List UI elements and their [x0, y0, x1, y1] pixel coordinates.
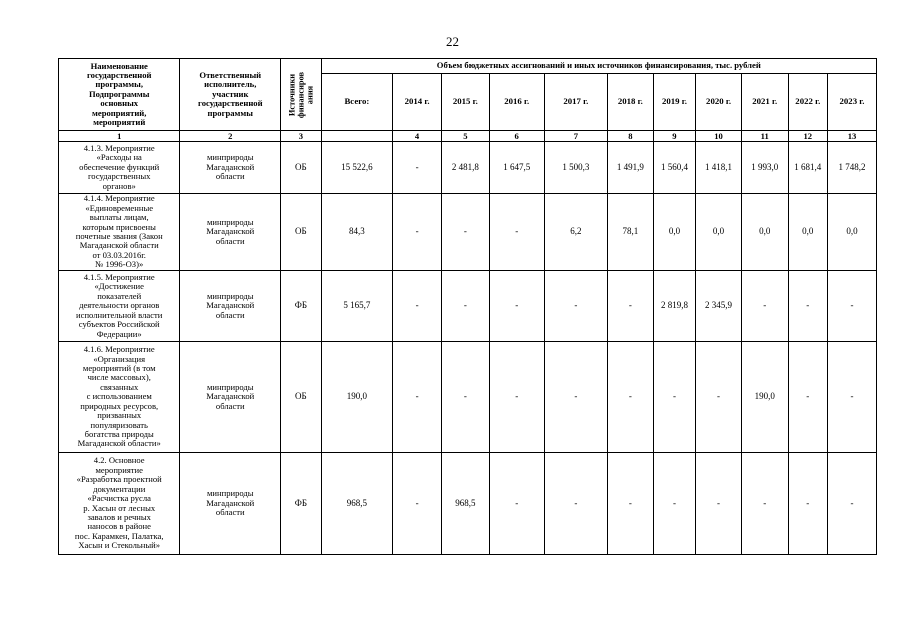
year-value: - [828, 271, 877, 342]
year-value: - [653, 342, 696, 453]
year-value: 1 560,4 [653, 142, 696, 194]
year-value: - [393, 453, 442, 555]
table-row [59, 453, 877, 555]
year-value: - [608, 271, 654, 342]
year-value: 1 418,1 [696, 142, 742, 194]
year-value: 0,0 [788, 194, 827, 271]
page-number: 22 [446, 34, 459, 49]
responsible-cell: минприроды Магаданской области [180, 194, 281, 271]
column-number: 9 [653, 131, 696, 142]
year-value: - [393, 271, 442, 342]
year-value: - [788, 271, 827, 342]
year-value: 1 993,0 [741, 142, 788, 194]
column-number: 7 [544, 131, 607, 142]
activity-name: 4.1.4. Мероприятие «Единовременные выплаты лицам, которым присвоены почетные звания (Закон Магаданской области от 03.03.2016г. № 1996-ОЗ)» [59, 194, 180, 271]
year-value: 968,5 [441, 453, 489, 555]
year-value: 1 681,4 [788, 142, 827, 194]
year-value: 2 481,8 [441, 142, 489, 194]
activity-name: 4.2. Основное мероприятие «Разработка проектной документации «Расчистка русла р. Хасын от лесных завалов и речных наносов в районе пос. Карамкен, Палатка, Хасын и Стекольный» [59, 453, 180, 555]
activity-name: 4.1.6. Мероприятие «Организация мероприятий (в том числе массовых), связанных с использованием природных ресурсов, призванных популяризовать богатства природы Магаданской области» [59, 342, 180, 453]
year-value: - [544, 271, 607, 342]
header-year: 2022 г. [788, 74, 827, 131]
year-value: - [788, 342, 827, 453]
responsible-cell: минприроды Магаданской области [180, 453, 281, 555]
total-cell: 190,0 [321, 342, 393, 453]
year-value: - [741, 453, 788, 555]
column-number: 11 [741, 131, 788, 142]
year-value: 0,0 [741, 194, 788, 271]
year-value: - [393, 142, 442, 194]
header-year: 2020 г. [696, 74, 742, 131]
table-row [59, 194, 877, 271]
year-value: - [441, 271, 489, 342]
header-total: Всего: [321, 74, 393, 131]
year-value: - [544, 342, 607, 453]
total-cell: 84,3 [321, 194, 393, 271]
responsible-cell: минприроды Магаданской области [180, 142, 281, 194]
activity-name: 4.1.5. Мероприятие «Достижение показателей деятельности органов исполнительной власти субъектов Российской Федерации» [59, 271, 180, 342]
year-value: 0,0 [696, 194, 742, 271]
column-number: 6 [489, 131, 544, 142]
table-row [59, 142, 877, 194]
header-year: 2016 г. [489, 74, 544, 131]
header-year: 2023 г. [828, 74, 877, 131]
header-year: 2021 г. [741, 74, 788, 131]
year-value: - [608, 342, 654, 453]
column-number: 13 [828, 131, 877, 142]
total-cell: 5 165,7 [321, 271, 393, 342]
column-number: 1 [59, 131, 180, 142]
header-budget-group: Объем бюджетных ассигнований и иных источников финансирования, тыс. рублей [321, 59, 876, 74]
year-value: - [393, 342, 442, 453]
year-value: - [608, 453, 654, 555]
column-number: 5 [441, 131, 489, 142]
year-value: - [441, 194, 489, 271]
source-cell: ФБ [281, 271, 321, 342]
header-year: 2014 г. [393, 74, 442, 131]
responsible-cell: минприроды Магаданской области [180, 271, 281, 342]
year-value: - [489, 453, 544, 555]
year-value: - [828, 342, 877, 453]
column-number [321, 131, 393, 142]
year-value: 2 819,8 [653, 271, 696, 342]
table-row [59, 271, 877, 342]
total-cell: 15 522,6 [321, 142, 393, 194]
budget-table [58, 58, 877, 555]
column-number-row [59, 131, 877, 142]
year-value: - [741, 271, 788, 342]
year-value: 78,1 [608, 194, 654, 271]
year-value: - [828, 453, 877, 555]
year-value: 1 491,9 [608, 142, 654, 194]
year-value: - [696, 453, 742, 555]
header-year: 2018 г. [608, 74, 654, 131]
header-year: 2015 г. [441, 74, 489, 131]
year-value: 6,2 [544, 194, 607, 271]
header-year: 2017 г. [544, 74, 607, 131]
column-number: 10 [696, 131, 742, 142]
source-cell: ОБ [281, 194, 321, 271]
year-value: - [489, 342, 544, 453]
header-year: 2019 г. [653, 74, 696, 131]
header-source: Источники финансиров ания [281, 59, 321, 131]
year-value: 2 345,9 [696, 271, 742, 342]
table-row [59, 342, 877, 453]
year-value: - [489, 194, 544, 271]
column-number: 3 [281, 131, 321, 142]
column-number: 12 [788, 131, 827, 142]
column-number: 4 [393, 131, 442, 142]
year-value: - [653, 453, 696, 555]
column-number: 8 [608, 131, 654, 142]
responsible-cell: минприроды Магаданской области [180, 342, 281, 453]
year-value: - [788, 453, 827, 555]
source-cell: ОБ [281, 342, 321, 453]
header-responsible: Ответственный исполнитель, участник государственной программы [180, 59, 281, 131]
year-value: 190,0 [741, 342, 788, 453]
year-value: 1 500,3 [544, 142, 607, 194]
year-value: - [696, 342, 742, 453]
year-value: - [544, 453, 607, 555]
year-value: 0,0 [828, 194, 877, 271]
year-value: - [489, 271, 544, 342]
column-number: 2 [180, 131, 281, 142]
year-value: 1 647,5 [489, 142, 544, 194]
year-value: - [393, 194, 442, 271]
total-cell: 968,5 [321, 453, 393, 555]
source-cell: ФБ [281, 453, 321, 555]
year-value: 0,0 [653, 194, 696, 271]
source-cell: ОБ [281, 142, 321, 194]
year-value: 1 748,2 [828, 142, 877, 194]
header-name: Наименование государственной программы, Подпрограммы основных мероприятий, мероприятий [59, 59, 180, 131]
header-row-top [59, 59, 877, 74]
activity-name: 4.1.3. Мероприятие «Расходы на обеспечение функций государственных органов» [59, 142, 180, 194]
year-value: - [441, 342, 489, 453]
